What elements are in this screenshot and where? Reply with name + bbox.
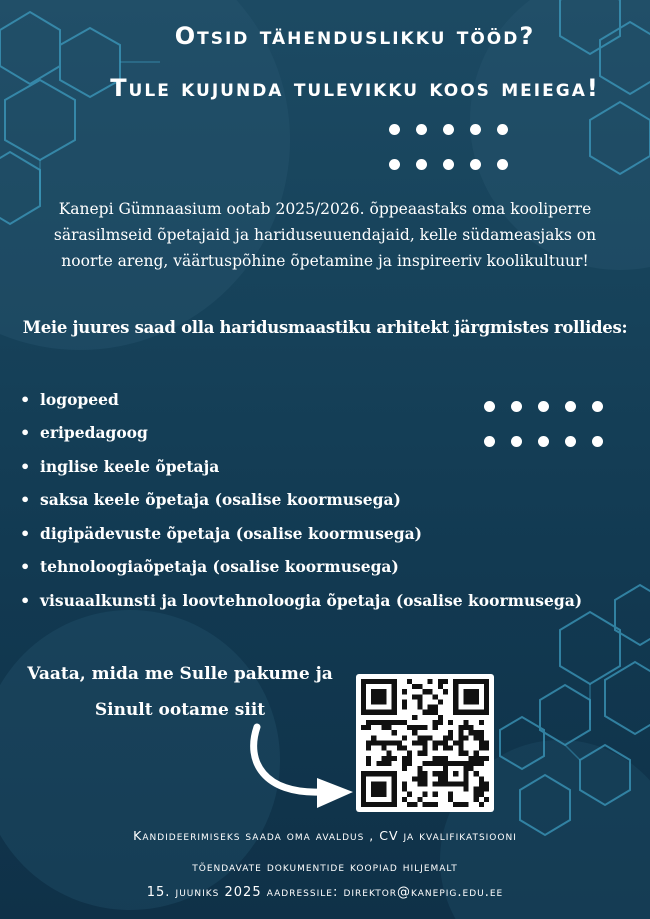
bullet-icon: •: [20, 557, 31, 577]
decorative-dots-top: [389, 124, 508, 170]
arrow-icon: [245, 722, 360, 817]
bullet-icon: •: [20, 389, 31, 409]
roles-list: [20, 383, 582, 618]
footer-line-2: tõendavate dokumentide koopiad hiljemalt: [192, 859, 458, 874]
bullet-icon: •: [20, 590, 31, 610]
intro-line-3: noorte areng, väärtuspõhine õpetamine ja inspireeriv koolikultuur!: [61, 252, 589, 270]
bullet-icon: •: [20, 423, 31, 443]
call-to-action: [10, 656, 350, 728]
bullet-icon: •: [20, 523, 31, 543]
list-item: • logopeed: [20, 383, 582, 417]
intro-line-2: särasilmseid õpetajaid ja hariduseuuendajaid, kelle südameasjaks on: [53, 226, 597, 244]
list-item: • tehnoloogiaõpetaja (osalise koormusega): [20, 551, 582, 585]
intro-text: [20, 196, 630, 274]
bullet-icon: •: [20, 490, 31, 510]
list-item: • digipädevuste õpetaja (osalise koormusega): [20, 517, 582, 551]
list-item: • saksa keele õpetaja (osalise koormusega): [20, 484, 582, 518]
bullet-icon: •: [20, 456, 31, 476]
list-item: • inglise keele õpetaja: [20, 450, 582, 484]
qr-code-icon: [361, 679, 489, 807]
list-item: • visuaalkunsti ja loovtehnoloogia õpetaja (osalise koormusega): [20, 584, 582, 618]
headline-question: Otsid tähenduslikku tööd?: [174, 22, 536, 50]
cta-line-1: Vaata, mida me Sulle pakume ja: [27, 664, 333, 684]
roles-heading: Meie juures saad olla haridusmaastiku arhitekt järgmistes rollides:: [22, 318, 628, 337]
intro-line-1: Kanepi Gümnaasium ootab 2025/2026. õppeaastaks oma kooliperre: [58, 200, 592, 218]
headline-invitation: Tule kujunda tulevikku koos meiega!: [110, 74, 600, 102]
footer-line-3: 15. juuniks 2025 aadressile: direktor@kanepig.edu.ee: [146, 885, 504, 900]
cta-line-2: Sinult ootame siit: [94, 700, 266, 720]
qr-code[interactable]: [356, 674, 494, 812]
list-item: • eripedagoog: [20, 417, 582, 451]
footer-line-1: Kandideerimiseks saada oma avaldus , CV ja kvalifikatsiooni: [133, 828, 517, 843]
